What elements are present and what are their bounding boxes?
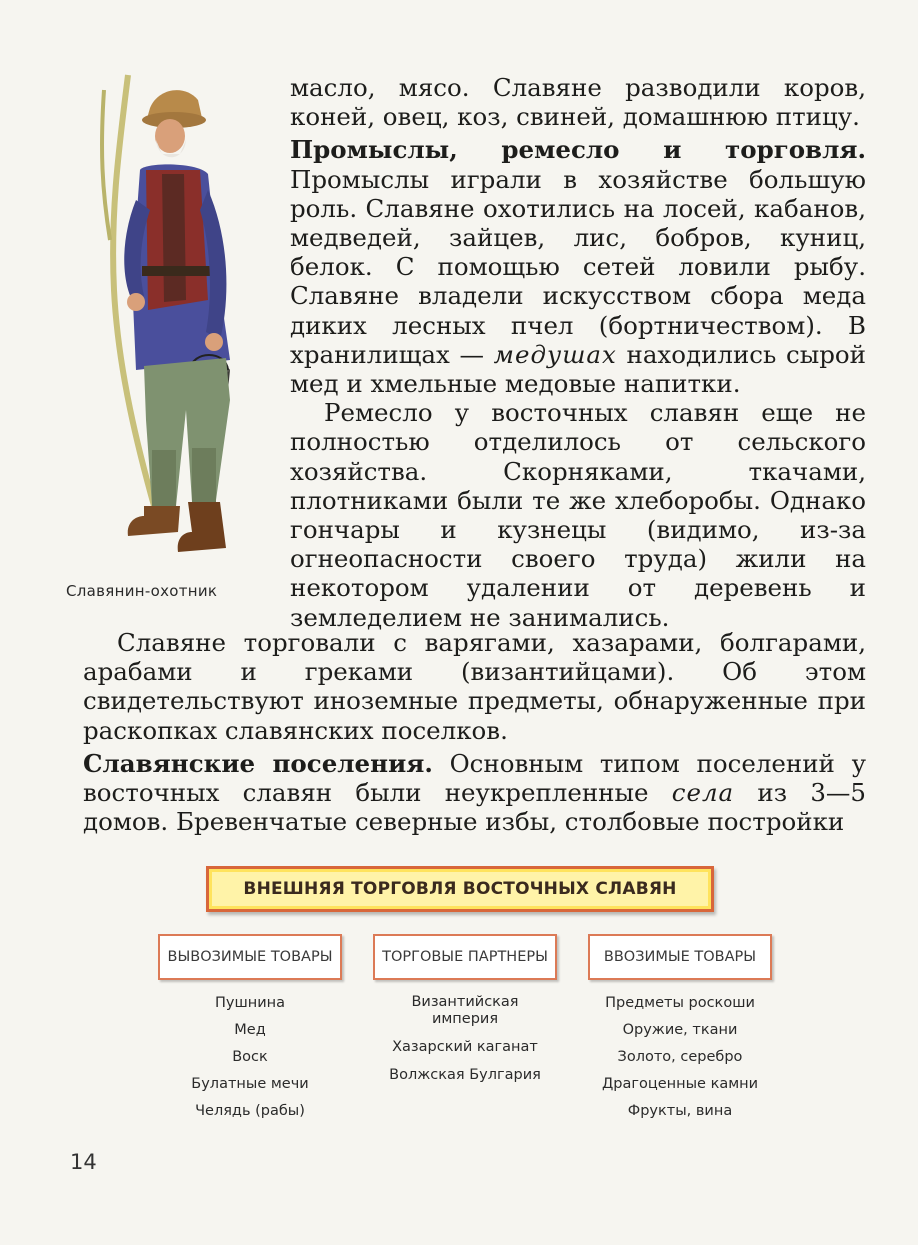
list-item: Мед — [234, 1022, 266, 1038]
list-item: Фрукты, вина — [627, 1103, 733, 1119]
list-item: Драгоценные камни — [601, 1076, 759, 1092]
paragraph-settlements-text-b: из 3—5 домов. Бревенчатые северные избы, столбовые постройки — [83, 778, 866, 837]
text-column — [290, 73, 866, 632]
section-heading-crafts: Промыслы, ремесло и торговля. — [290, 135, 866, 165]
slavic-hunter-illustration — [80, 70, 270, 575]
list-item: Пушнина — [214, 995, 286, 1011]
page-number: 14 — [70, 1150, 97, 1174]
partners-list — [360, 994, 570, 1095]
paragraph-craft: Ремесло у восточных славян еще не полностью отделилось от сельского хозяйства. Скорняками, ткачами, плотниками были те же хлеборобы. Однако гончары и кузнецы (видимо, из-за огнеопасности своего труда) жили на некотором удалении от деревень и земледелием не занимались. — [290, 398, 866, 632]
partners-header: ТОРГОВЫЕ ПАРТНЕРЫ — [373, 934, 557, 980]
exports-header: ВЫВОЗИМЫЕ ТОВАРЫ — [158, 934, 342, 980]
paragraph-livestock: масло, мясо. Славяне разводили коров, коней, овец, коз, свиней, домашнюю птицу. — [290, 73, 866, 132]
paragraph-crafts-text-b: находились сырой мед и хмельные медовые напитки. — [290, 339, 866, 399]
term-medushi: медушах — [493, 339, 617, 369]
list-item: Византийская империя — [411, 994, 519, 1027]
trade-diagram-title: ВНЕШНЯЯ ТОРГОВЛЯ ВОСТОЧНЫХ СЛАВЯН — [206, 866, 714, 912]
text-full-width — [83, 628, 866, 836]
paragraph-settlements-text-a: Основным типом поселений у восточных славян были неукрепленные — [83, 748, 866, 808]
list-item: Волжская Булгария — [389, 1067, 541, 1083]
list-item: Воск — [232, 1049, 268, 1065]
imports-header: ВВОЗИМЫЕ ТОВАРЫ — [588, 934, 772, 980]
section-heading-settlements: Славянские поселения. — [83, 748, 433, 778]
paragraph-crafts-text-a: Промыслы играли в хозяйстве большую роль. Славяне охотились на лосей, кабанов, медведей, зайцев, лис, бобров, куниц, белок. С помощью сетей ловили рыбу. Славяне владели искусством сбора меда диких лесных пчел (бортничеством). В хранилищах — — [290, 164, 866, 369]
paragraph-crafts — [290, 135, 866, 398]
imports-list — [575, 994, 785, 1129]
paragraph-trade: Славяне торговали с варягами, хазарами, болгарами, арабами и греками (византийцами). Об этом свидетельствуют иноземные предметы, обнаруженные при раскопках славянских поселков. — [83, 628, 866, 745]
list-item: Предметы роскоши — [605, 995, 755, 1011]
exports-list — [145, 994, 355, 1129]
list-item: Золото, серебро — [617, 1049, 743, 1065]
term-sela: села — [671, 778, 735, 808]
paragraph-settlements — [83, 749, 866, 837]
list-item: Челядь (рабы) — [195, 1103, 305, 1119]
list-item: Булатные мечи — [191, 1076, 309, 1092]
list-item: Оружие, ткани — [622, 1022, 738, 1038]
list-item: Хазарский каганат — [392, 1039, 538, 1055]
figure-caption: Славянин-охотник — [66, 582, 218, 600]
